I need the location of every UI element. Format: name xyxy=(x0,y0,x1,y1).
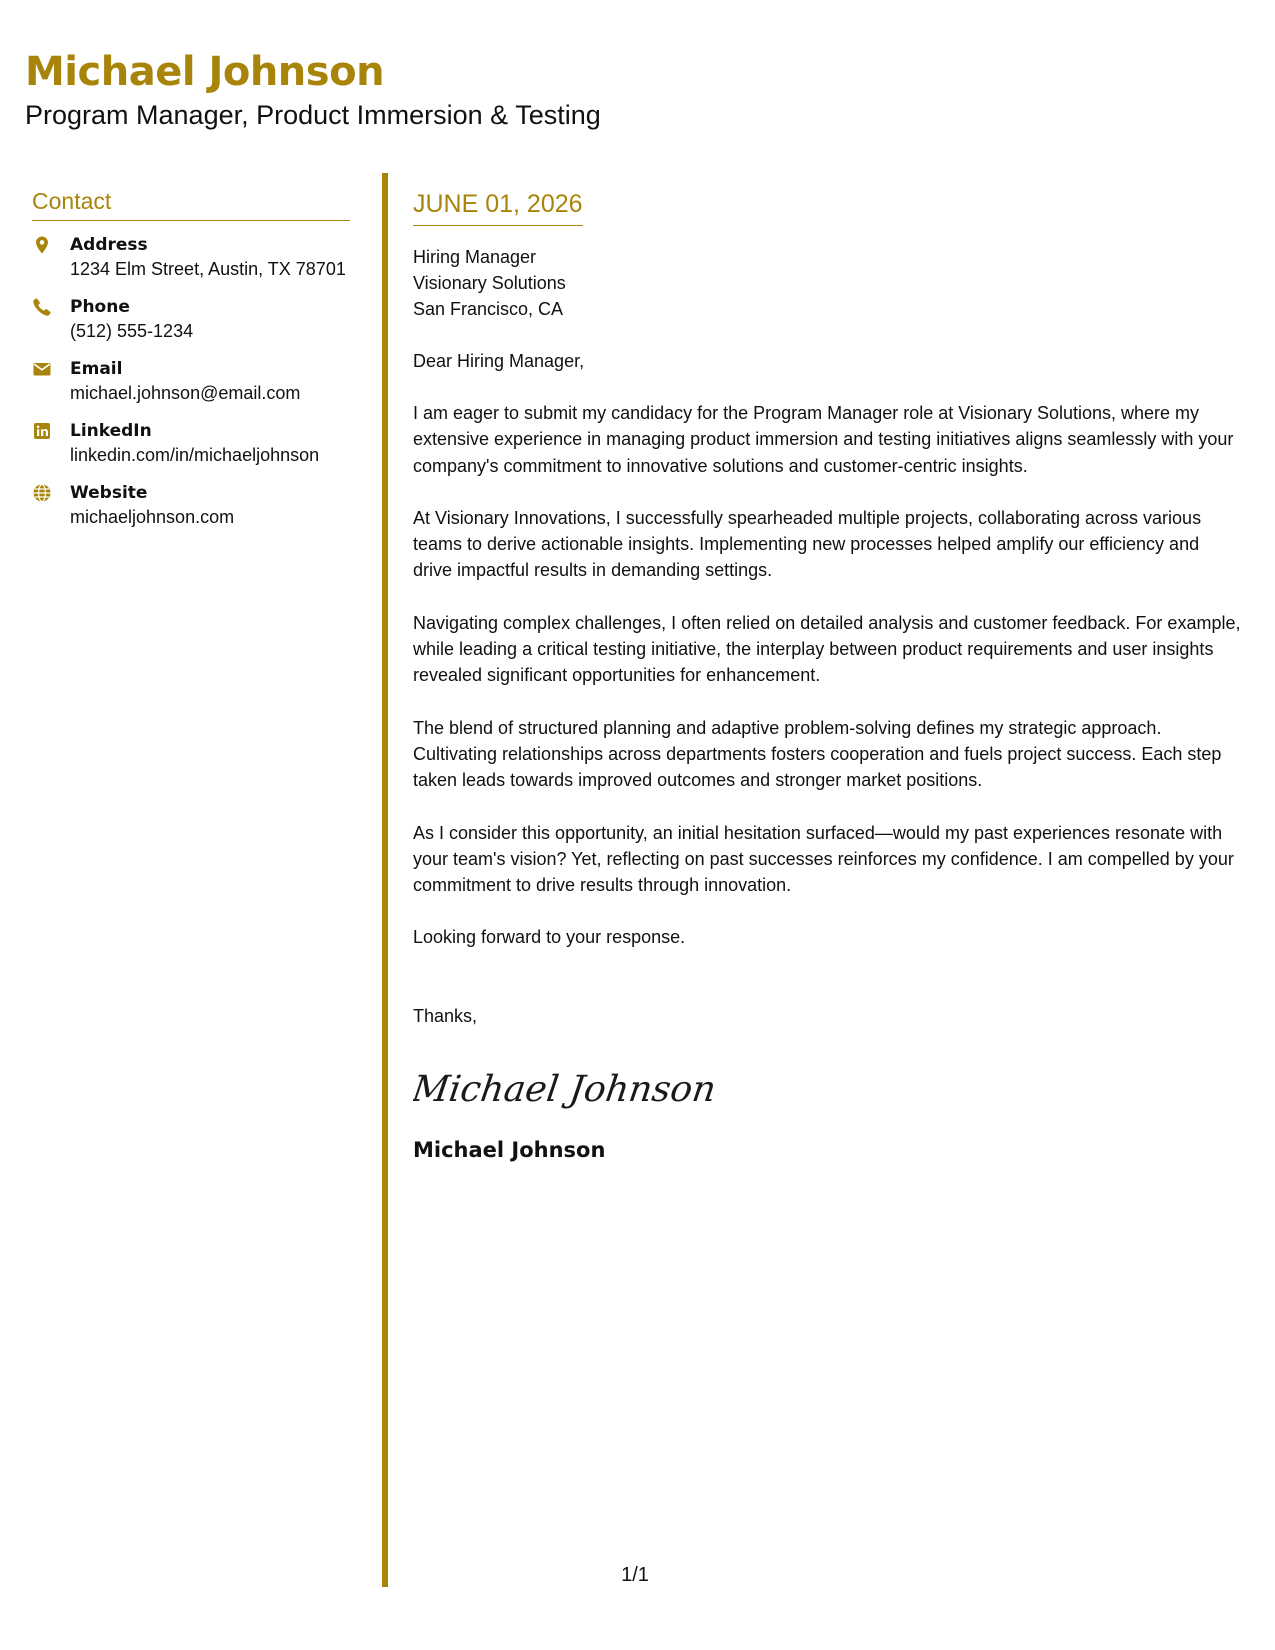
contact-label: Address xyxy=(70,235,148,255)
contact-label: Phone xyxy=(70,297,130,317)
contact-list xyxy=(32,233,350,530)
column-divider xyxy=(382,173,388,1587)
letter-date: JUNE 01, 2026 xyxy=(413,188,583,226)
paragraph: The blend of structured planning and adaptive problem-solving defines my strategic approach. Cultivating relationships across departments fosters cooperation and fuels project success. Each step taken leads towards improved outcomes and stronger market positions. xyxy=(413,717,1222,791)
recipient-line: San Francisco, CA xyxy=(413,299,564,319)
contact-item-linkedin xyxy=(32,419,350,468)
paragraph: At Visionary Innovations, I successfully spearheaded multiple projects, collaborating across various teams to derive actionable insights. Implementing new processes helped amplify our efficiency and drive impactful results in demanding settings. xyxy=(413,507,1202,581)
contact-value: michaeljohnson.com xyxy=(70,507,235,527)
contact-label: Website xyxy=(70,483,148,503)
paragraph: As I consider this opportunity, an initial hesitation surfaced—would my past experiences resonate with your team's vision? Yet, reflecting on past successes reinforces my confidence. I am compelled by your commitment to drive results through innovation. xyxy=(413,822,1234,896)
linkedin-icon xyxy=(32,421,52,441)
contact-label: LinkedIn xyxy=(70,421,152,441)
phone-icon xyxy=(32,297,52,317)
contact-item-phone xyxy=(32,295,350,344)
recipient-block xyxy=(413,244,1243,322)
letter-header xyxy=(25,48,601,132)
applicant-title: Program Manager, Product Immersion & Testing xyxy=(25,100,601,130)
handwritten-signature xyxy=(413,1057,733,1117)
signed-name: Michael Johnson xyxy=(413,1137,606,1162)
globe-icon xyxy=(32,483,52,503)
contact-value: (512) 555-1234 xyxy=(70,321,194,341)
applicant-name: Michael Johnson xyxy=(25,49,385,95)
contact-label: Email xyxy=(70,359,123,379)
recipient-line: Visionary Solutions xyxy=(413,273,566,293)
paragraph: Navigating complex challenges, I often relied on detailed analysis and customer feedback. For example, while leading a critical testing initiative, the interplay between product requirements and user insights revealed significant opportunities for enhancement. xyxy=(413,612,1241,686)
contact-item-address xyxy=(32,233,350,282)
contact-item-website xyxy=(32,481,350,530)
map-pin-icon xyxy=(32,235,52,255)
recipient-line: Hiring Manager xyxy=(413,247,537,267)
contact-sidebar xyxy=(32,186,350,543)
contact-heading: Contact xyxy=(32,186,350,221)
envelope-icon xyxy=(32,359,52,379)
salutation: Dear Hiring Manager, xyxy=(413,351,585,371)
paragraph: Looking forward to your response. xyxy=(413,927,686,948)
svg-text:Michael Johnson: Michael Johnson xyxy=(413,1066,719,1110)
letter-body xyxy=(413,188,1243,1164)
paragraph: I am eager to submit my candidacy for the Program Manager role at Visionary Solutions, where my extensive experience in managing product immersion and testing initiatives aligns seamlessly with your company's commitment to innovative solutions and customer-centric insights. xyxy=(413,403,1234,476)
contact-value: 1234 Elm Street, Austin, TX 78701 xyxy=(70,259,346,279)
contact-value: linkedin.com/in/michaeljohnson xyxy=(70,445,320,465)
contact-item-email xyxy=(32,357,350,406)
contact-value: michael.johnson@email.com xyxy=(70,383,301,403)
closing: Thanks, xyxy=(413,1005,478,1026)
page-number: 1/1 xyxy=(621,1564,649,1586)
